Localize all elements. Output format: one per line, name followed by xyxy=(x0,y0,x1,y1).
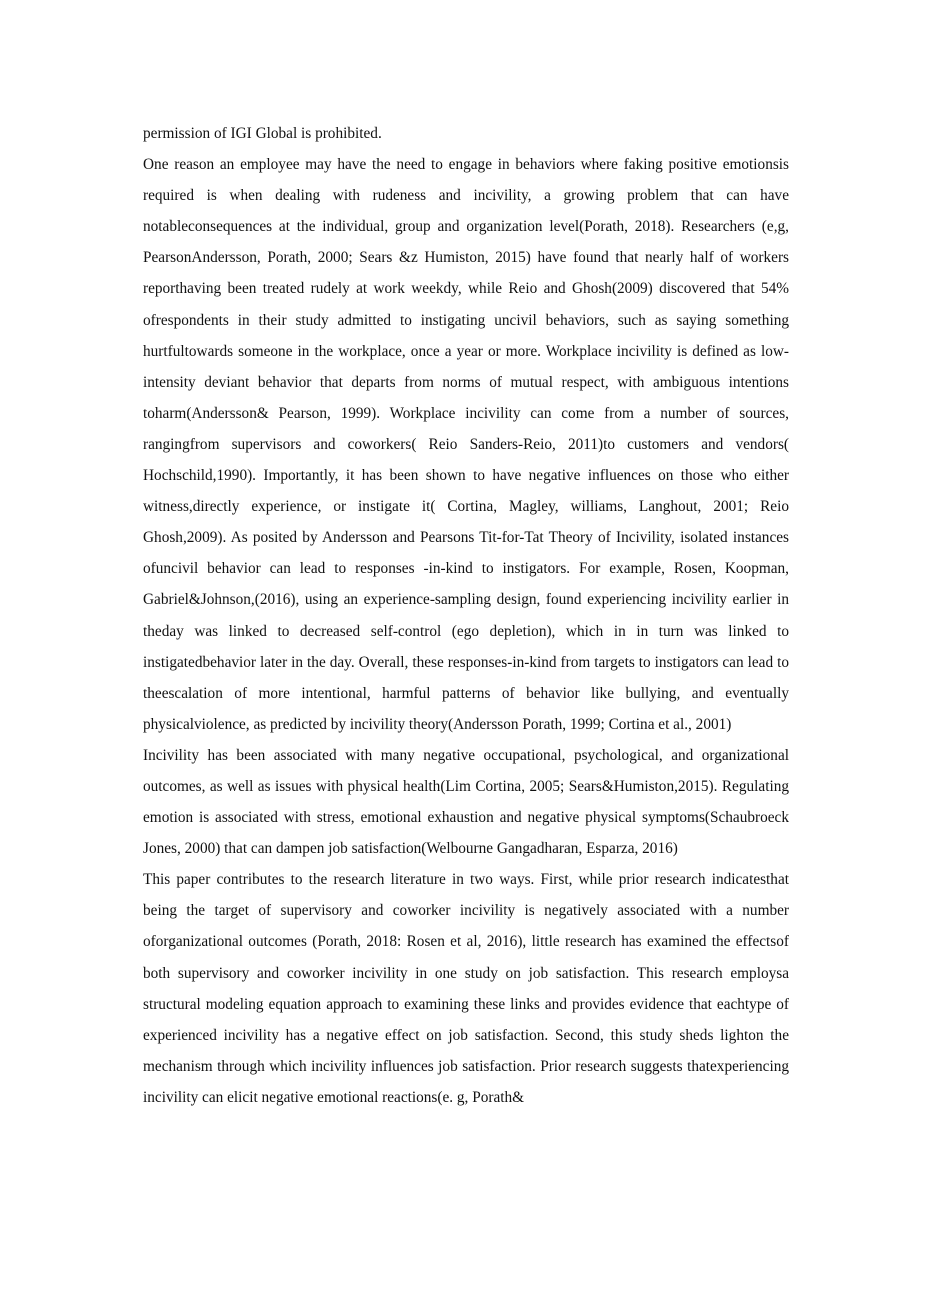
paragraph-incivility-outcomes: Incivility has been associated with many negative occupational, psychological, and organizational outcomes, as well as issues with physical health(Lim Cortina, 2005; Sears&Humiston,2015). Regulating emotion is associated with stress, emotional exhaustion and negative physical symptoms(Schaubroeck Jones, 2000) that can dampen job satisfaction(Welbourne Gangadharan, Esparza, 2016) xyxy=(143,746,789,858)
paragraph-incivility-background: One reason an employee may have the need to engage in behaviors where faking positive emotionsis required is when dealing with rudeness and incivility, a growing problem that can have notableconsequences at the individual, group and organization level(Porath, 2018). Researchers (e,g, PearsonAndersson, Porath, 2000; Sears &z Humiston, 2015) have found that nearly half of workers reporthaving been treated rudely at work weekdy, while Reio and Ghosh(2009) discovered that 54% ofrespondents in their study admitted to instigating uncivil behaviors, such as saying something hurtfultowards someone in the workplace, once a year or more. Workplace incivility is defined as low-intensity deviant behavior that departs from norms of mutual respect, with ambiguous intentions toharm(Andersson& Pearson, 1999). Workplace incivility can come from a number of sources, rangingfrom supervisors and coworkers( Reio Sanders-Reio, 2011)to customers and vendors( Hochschild,1990). Importantly, it has been shown to have negative influences on those who either witness,directly experience, or instigate it( Cortina, Magley, williams, Langhout, 2001; Reio Ghosh,2009). As posited by Andersson and Pearsons Tit-for-Tat Theory of Incivility, isolated instances ofuncivil behavior can lead to responses -in-kind to instigators. For example, Rosen, Koopman, Gabriel&Johnson,(2016), using an experience-sampling design, found experiencing incivility earlier in theday was linked to decreased self-control (ego depletion), which in in turn was linked to instigatedbehavior later in the day. Overall, these responses-in-kind from targets to instigators can lead to theescalation of more intentional, harmful patterns of behavior like bullying, and eventually physicalviolence, as predicted by incivility theory(Andersson Porath, 1999; Cortina et al., 2001) xyxy=(143,156,789,733)
paragraph-contributions: This paper contributes to the research literature in two ways. First, while prior research indicatesthat being the target of supervisory and coworker incivility is negatively associated with a number oforganizational outcomes (Porath, 2018: Rosen et al, 2016), little research has examined the effectsof both supervisory and coworker incivility in one study on job satisfaction. This research employsa structural modeling equation approach to examining these links and provides evidence that eachtype of experienced incivility has a negative effect on job satisfaction. Second, this study sheds lighton the mechanism through which incivility influences job satisfaction. Prior research suggests thatexperiencing incivility can elicit negative emotional reactions(e. g, Porath& xyxy=(143,871,789,1106)
document-page xyxy=(143,118,789,1113)
paragraph-permission-notice: permission of IGI Global is prohibited. xyxy=(143,125,382,142)
